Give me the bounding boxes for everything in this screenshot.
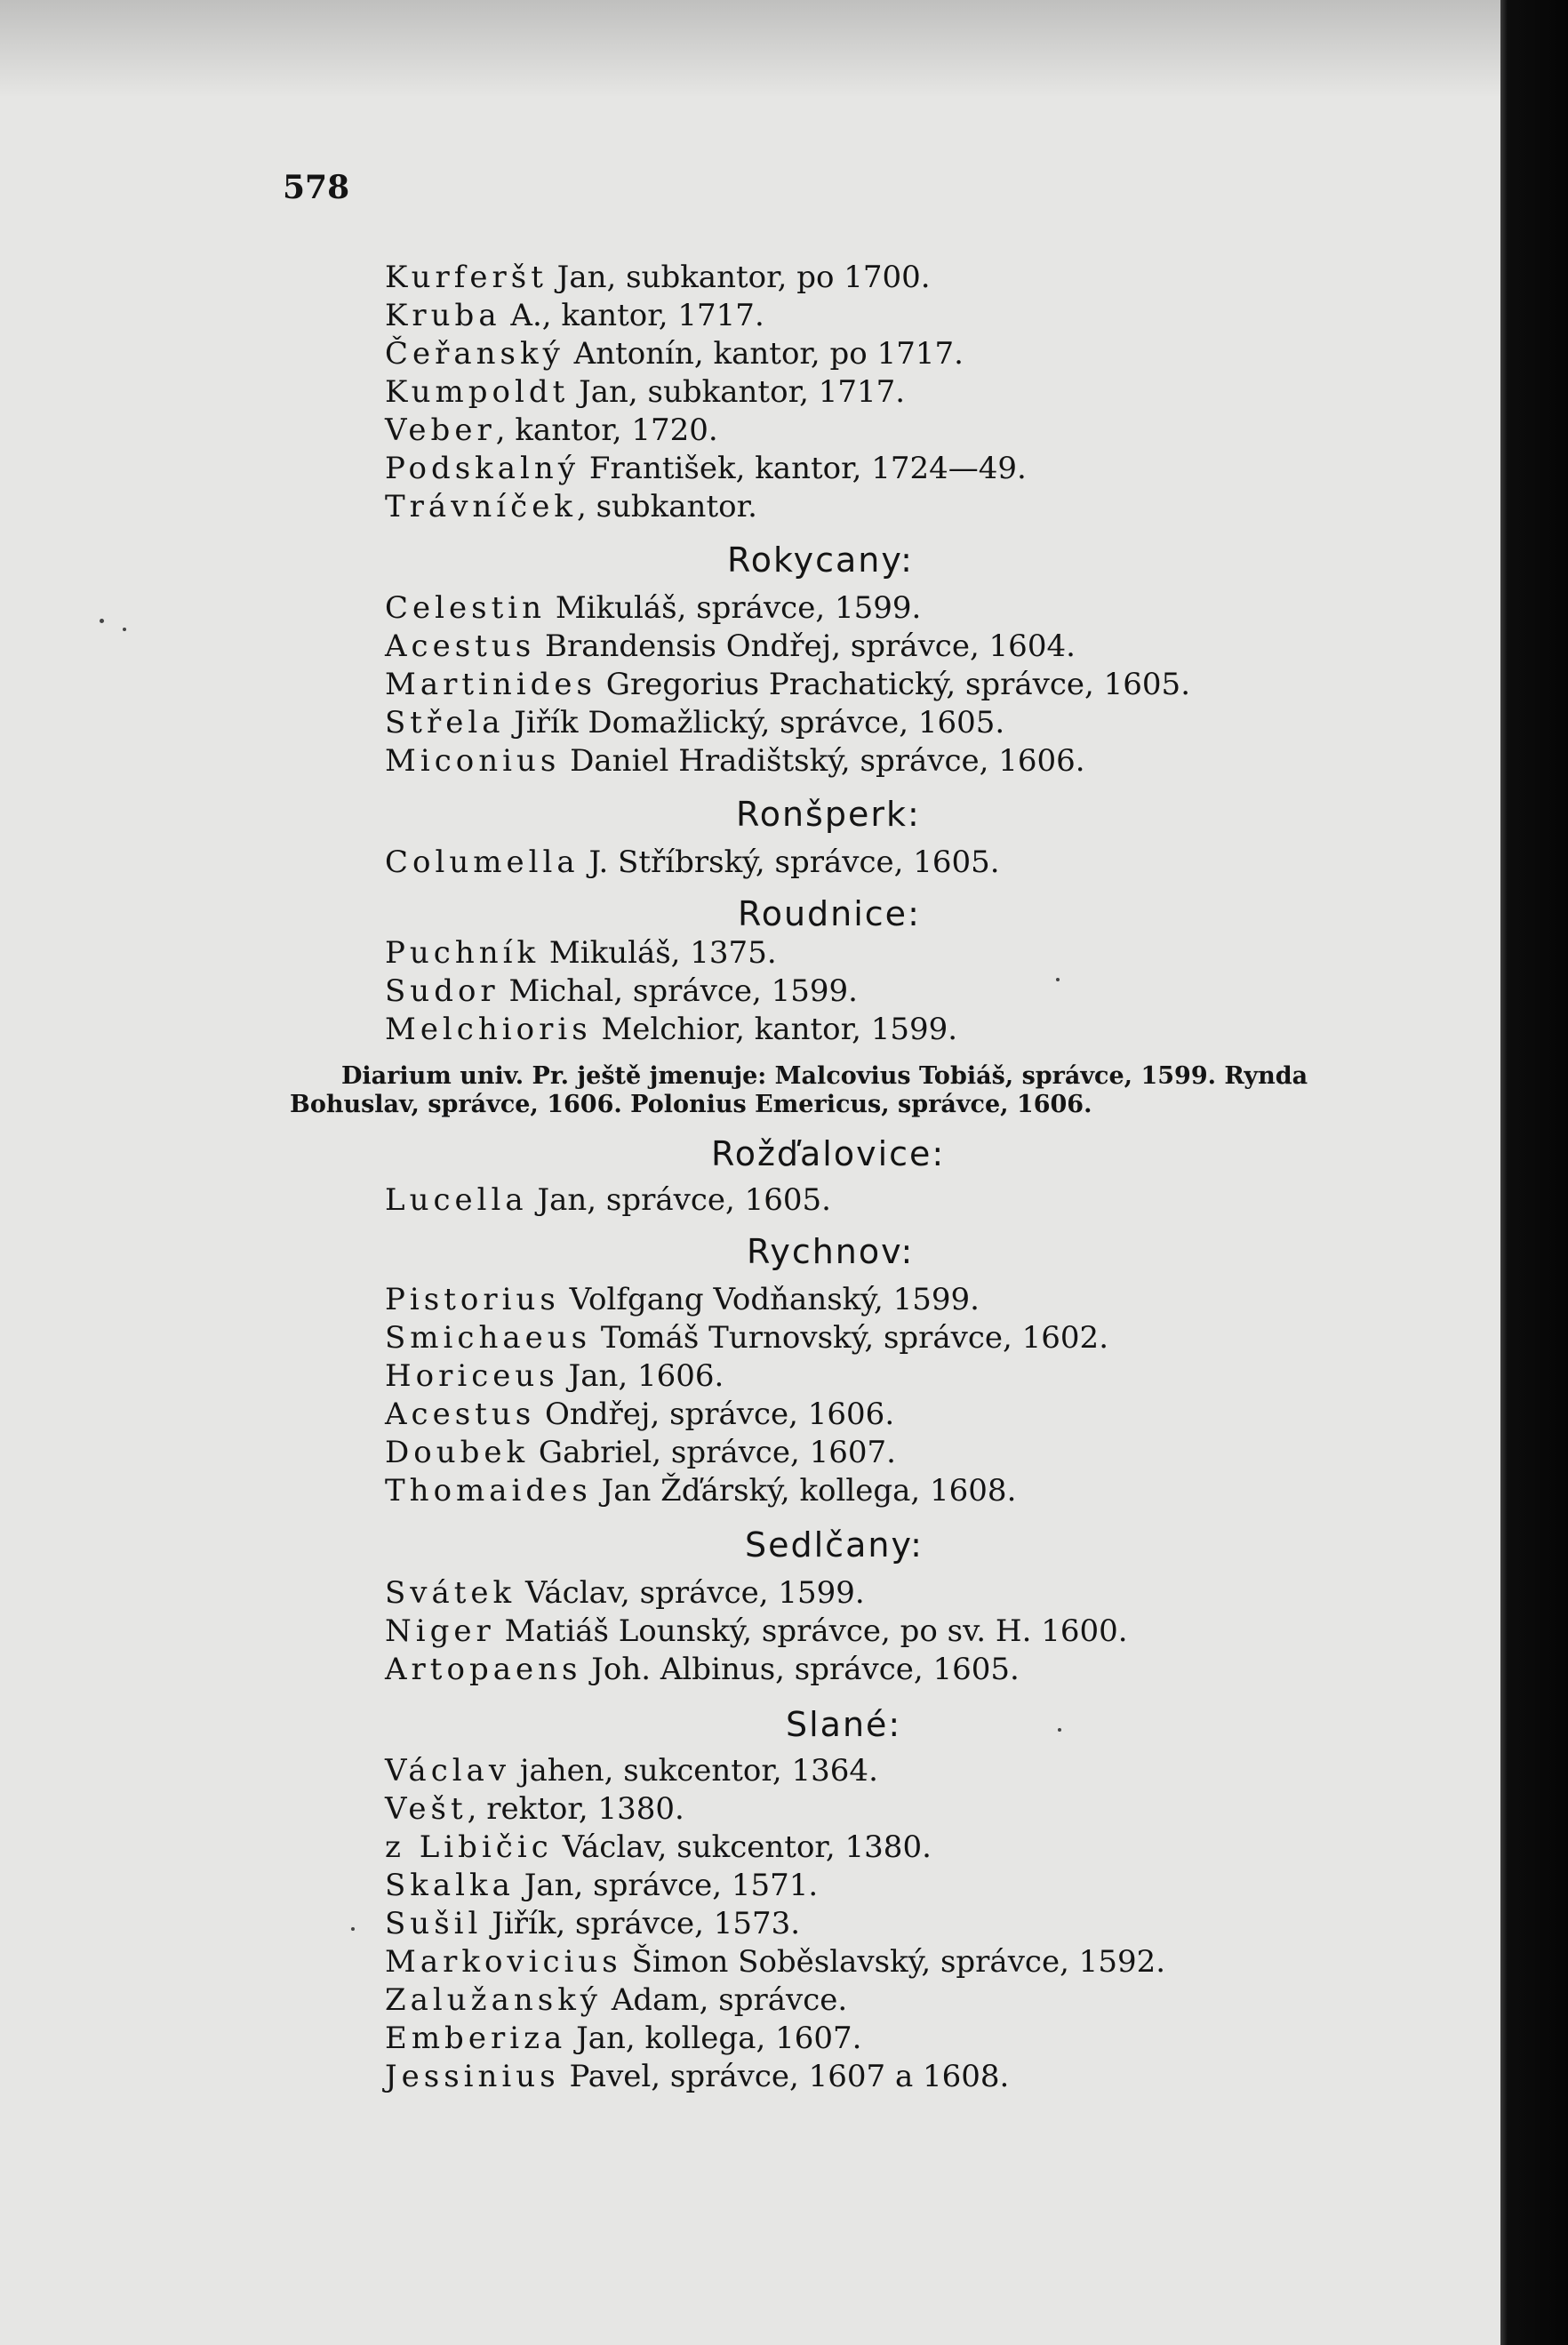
entry-line [385,1471,1016,1510]
entry-line [385,703,1004,742]
section-heading: Rokycany: [727,540,914,580]
entry-line [385,296,764,335]
entry-text: Michal, správce, 1599. [499,973,858,1009]
entry-text: Matiáš Lounský, správce, po sv. H. 1600. [494,1613,1128,1649]
entry-line [385,972,858,1011]
entry-line [385,665,1190,704]
scan-top-shade [0,0,1500,98]
entry-line [385,1433,896,1472]
entry-name: Václav [385,1753,511,1789]
entry-line [385,1650,1020,1689]
entry-name: Sušil [385,1906,483,1941]
entry-text: Václav, správce, 1599. [516,1575,865,1611]
entry-text: jahen, sukcentor, 1364. [510,1753,878,1789]
entry-name: Zalužanský [385,1982,603,2018]
entry-text: Pavel, správce, 1607 a 1608. [559,2059,1010,2094]
entry-name: z Libičic [385,1829,553,1865]
scan-speck [1056,978,1060,981]
entry-name: Veber [385,412,496,448]
entry-line [385,1904,800,1943]
entry-name: Svátek [385,1575,516,1611]
entry-line [385,1357,724,1396]
scan-speck [1058,1728,1061,1732]
section-heading: Rožďalovice: [711,1134,946,1173]
entry-name: Podskalný [385,451,580,486]
entry-text: Jan, subkantor, po 1700. [547,260,931,295]
entry-name: Emberiza [385,2021,567,2056]
entry-text: Daniel Hradištský, správce, 1606. [560,743,1085,779]
entry-line [385,1612,1128,1651]
section-heading: Slané: [786,1705,902,1744]
entry-line [385,741,1085,780]
entry-line [385,258,931,297]
entry-line [385,1789,684,1829]
entry-line [385,1573,865,1613]
entry-line [385,449,1027,488]
entry-name: Melchioris [385,1012,592,1047]
entry-name: Kruba [385,298,501,333]
entry-name: Lucella [385,1182,528,1218]
entry-text: Jiřík, správce, 1573. [482,1906,801,1941]
entry-name: Thomaides [385,1473,592,1509]
section-heading: Rychnov: [747,1232,915,1271]
entry-name: Doubek [385,1435,530,1470]
entry-name: Čeřanský [385,336,564,372]
entry-name: Kumpoldt [385,374,570,410]
entry-line [385,1942,1165,1981]
entry-line [385,2019,861,2058]
entry-name: Jessinius [385,2059,560,2094]
entry-text: Jan, správce, 1605. [527,1182,831,1218]
entry-text: Mikuláš, 1375. [540,935,777,971]
entry-line [385,334,964,373]
entry-text: , subkantor. [576,489,757,524]
entry-text: Volfgang Vodňanský, 1599. [559,1282,980,1317]
entry-name: Horiceus [385,1358,559,1394]
entry-text: Tomáš Turnovský, správce, 1602. [591,1320,1108,1356]
entry-text: Jan Žďárský, kollega, 1608. [591,1473,1017,1509]
entry-text: Gregorius Prachatický, správce, 1605. [596,667,1190,702]
entry-line [385,1751,878,1790]
entry-line [385,933,777,972]
entry-text: Jiřík Domažlický, správce, 1605. [504,705,1005,740]
entry-text: Ondřej, správce, 1606. [535,1397,895,1432]
entry-name: Puchník [385,935,540,971]
entry-line [385,843,1000,882]
entry-name: Miconius [385,743,561,779]
entry-line [385,1181,831,1220]
entry-text: , kantor, 1720. [495,412,718,448]
entry-name: Pistorius [385,1282,560,1317]
footnote-line: Bohuslav, správce, 1606. Polonius Emericus, správce, 1606. [290,1091,1092,1118]
entry-name: Celestin [385,590,547,626]
entry-name: Skalka [385,1868,515,1903]
entry-line [385,411,718,450]
entry-line [385,2057,1009,2096]
entry-name: Střela [385,705,505,740]
entry-text: , rektor, 1380. [467,1791,684,1827]
entry-text: Šimon Soběslavský, správce, 1592. [621,1944,1166,1980]
scan-speck [100,619,104,623]
entry-text: Joh. Albinus, správce, 1605. [581,1652,1020,1687]
entry-line [385,1828,932,1867]
entry-name: Artopaens [385,1652,582,1687]
entry-name: Niger [385,1613,495,1649]
entry-text: František, kantor, 1724—49. [580,451,1027,486]
entry-text: Václav, sukcentor, 1380. [552,1829,932,1865]
entry-name: Acestus [385,628,536,664]
entry-text: Jan, kollega, 1607. [566,2021,862,2056]
entry-line [385,627,1076,666]
scan-speck [351,1927,355,1931]
entry-name: Vešt [385,1791,468,1827]
entry-text: Gabriel, správce, 1607. [529,1435,896,1470]
entry-line [385,1280,980,1319]
page-number: 578 [283,169,350,206]
entry-text: Antonín, kantor, po 1717. [564,336,964,372]
scan-dark-edge [1500,0,1568,2345]
entry-text: Melchior, kantor, 1599. [591,1012,958,1047]
entry-text: Jan, 1606. [558,1358,724,1394]
section-heading: Sedlčany: [745,1525,924,1565]
entry-line [385,487,757,526]
entry-line [385,588,921,628]
entry-name: Kurferšt [385,260,548,295]
entry-name: Smichaeus [385,1320,592,1356]
entry-line [385,1866,818,1905]
entry-name: Markovicius [385,1944,622,1980]
entry-text: Mikuláš, správce, 1599. [546,590,922,626]
entry-text: J. Stříbrský, správce, 1605. [579,844,1000,880]
entry-name: Martinides [385,667,596,702]
footnote-line: Diarium univ. Pr. ještě jmenuje: Malcovius Tobiáš, správce, 1599. Rynda [341,1062,1308,1090]
entry-text: Jan, správce, 1571. [514,1868,819,1903]
entry-text: Adam, správce. [602,1982,848,2018]
entry-text: Jan, subkantor, 1717. [569,374,906,410]
entry-name: Columella [385,844,580,880]
entry-line [385,1010,957,1049]
entry-text: A., kantor, 1717. [500,298,764,333]
entry-text: Brandensis Ondřej, správce, 1604. [535,628,1076,664]
entry-name: Sudor [385,973,500,1009]
entry-line [385,1395,894,1434]
entry-line [385,372,905,412]
section-heading: Ronšperk: [736,795,921,834]
section-heading: Roudnice: [738,894,921,933]
entry-name: Acestus [385,1397,536,1432]
entry-line [385,1318,1108,1357]
scan-speck [123,628,126,631]
entry-name: Trávníček [385,489,577,524]
entry-line [385,1981,847,2020]
